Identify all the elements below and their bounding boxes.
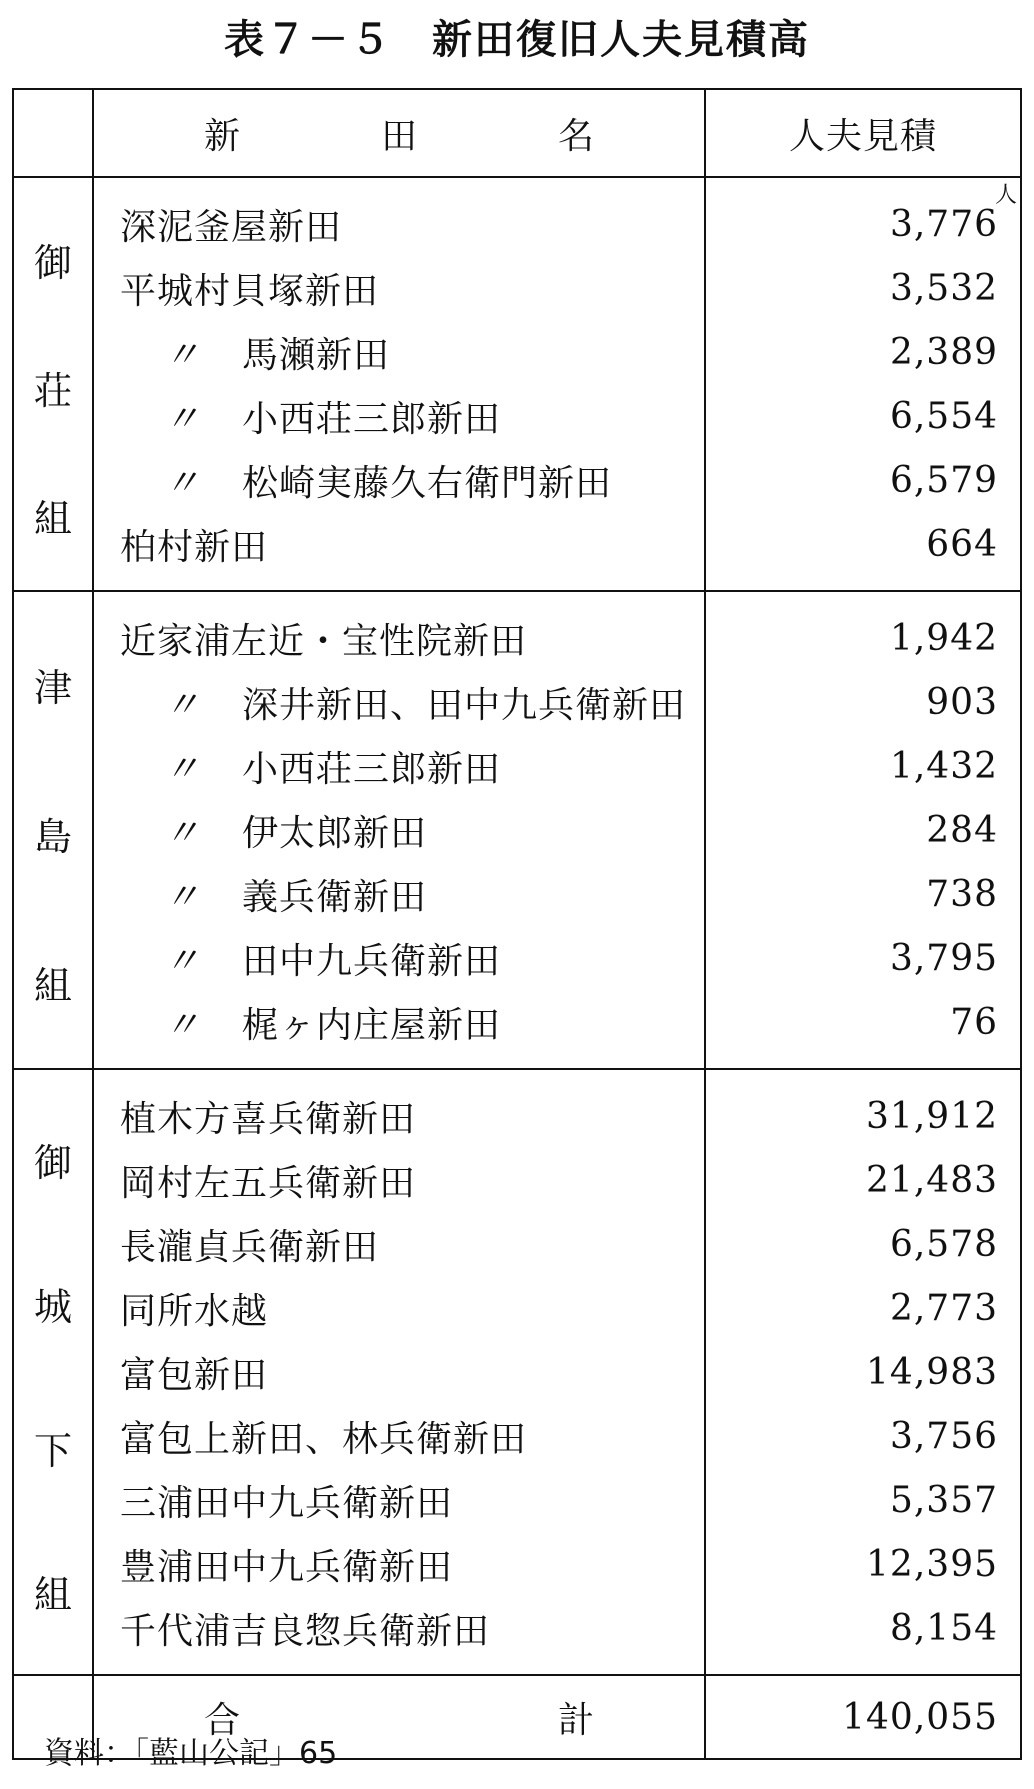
table-row (13, 670, 1021, 734)
labor-estimate-cell (705, 926, 1021, 990)
labor-estimate-value: 1,432 (889, 745, 998, 787)
table-row (13, 256, 1021, 320)
paddy-name-cell (93, 1340, 705, 1404)
paddy-name-cell (93, 734, 705, 798)
paddy-name: 富包新田 (120, 1354, 269, 1396)
table-row (13, 1212, 1021, 1276)
paddy-name: 近家浦左近・宝性院新田 (120, 620, 528, 662)
group-label-char: 組 (33, 964, 72, 1009)
table-row (13, 1404, 1021, 1468)
labor-estimate-cell (705, 670, 1021, 734)
paddy-name-cell (93, 1148, 705, 1212)
ditto-mark: 〃 (163, 462, 201, 504)
group-label-char: 御 (33, 1141, 72, 1185)
table-row (13, 1148, 1021, 1212)
table-title (0, 8, 1034, 65)
labor-estimate-cell (705, 990, 1021, 1069)
group-label-char: 島 (33, 814, 72, 859)
header-name-char: 新 (204, 115, 241, 157)
header-name-char: 田 (380, 115, 417, 157)
labor-estimate-cell (705, 512, 1021, 591)
labor-estimate-cell (705, 1212, 1021, 1276)
paddy-name: 柏村新田 (120, 526, 269, 568)
labor-estimate-cell (705, 1276, 1021, 1340)
labor-estimate-value: 31,912 (866, 1095, 998, 1137)
paddy-name-cell (93, 926, 705, 990)
source-note: 資料：「藍山公記」65 (44, 1736, 338, 1771)
labor-estimate-value: 5,357 (889, 1479, 998, 1521)
labor-estimate-value: 284 (926, 809, 998, 851)
table-row (13, 512, 1021, 591)
table-row (13, 1532, 1021, 1596)
ditto-mark: 〃 (163, 684, 201, 726)
labor-estimate-cell (705, 1148, 1021, 1212)
labor-estimate-value: 2,773 (889, 1287, 998, 1329)
ditto-mark: 〃 (163, 398, 201, 440)
ditto-mark: 〃 (163, 334, 201, 376)
labor-estimate-cell (705, 1468, 1021, 1532)
labor-estimate-cell (705, 591, 1021, 670)
paddy-name: 伊太郎新田 (242, 812, 428, 854)
table-caption: 新田復旧人夫見積高 (432, 17, 810, 63)
paddy-name: 同所水越 (120, 1290, 269, 1332)
labor-estimate-value: 8,154 (889, 1607, 998, 1649)
header-row (13, 89, 1021, 177)
paddy-name-cell (93, 1212, 705, 1276)
labor-estimate-value: 6,578 (889, 1223, 998, 1265)
ditto-mark: 〃 (163, 940, 201, 982)
total-label-char: 計 (557, 1699, 594, 1741)
labor-estimate-value: 6,579 (889, 459, 998, 501)
paddy-name: 深泥釜屋新田 (120, 206, 343, 248)
paddy-name-cell (93, 1596, 705, 1675)
paddy-name-cell (93, 320, 705, 384)
labor-estimate-value: 14,983 (866, 1351, 998, 1393)
paddy-name: 深井新田、田中九兵衛新田 (242, 684, 687, 726)
group-label-char: 御 (33, 241, 72, 285)
labor-estimate-value: 21,483 (866, 1159, 998, 1201)
paddy-name: 小西荘三郎新田 (242, 748, 502, 790)
paddy-name: 富包上新田、林兵衛新田 (120, 1418, 528, 1460)
labor-estimate-cell (705, 734, 1021, 798)
paddy-name: 三浦田中九兵衛新田 (120, 1482, 454, 1524)
labor-estimate-cell (705, 384, 1021, 448)
table-row (13, 1596, 1021, 1675)
paddy-name: 松崎実藤久右衛門新田 (242, 462, 613, 504)
labor-estimate-cell (705, 256, 1021, 320)
paddy-name-cell (93, 990, 705, 1069)
paddy-name-cell (93, 1069, 705, 1148)
labor-estimate-cell (705, 1404, 1021, 1468)
labor-estimate-cell (705, 862, 1021, 926)
paddy-name: 田中九兵衛新田 (242, 940, 502, 982)
group-label-char: 組 (33, 1573, 72, 1617)
labor-estimate-cell (705, 320, 1021, 384)
total-label-char: 合 (204, 1699, 241, 1741)
table-row (13, 320, 1021, 384)
table-number: 表７－５ (224, 17, 392, 63)
table-row (13, 862, 1021, 926)
group-label-cell (13, 177, 93, 591)
labor-estimate-cell (705, 798, 1021, 862)
paddy-name-cell (93, 1276, 705, 1340)
labor-estimate-value: 6,554 (889, 395, 998, 437)
table-row (13, 734, 1021, 798)
labor-estimate-value: 2,389 (889, 331, 998, 373)
paddy-name-cell (93, 1404, 705, 1468)
paddy-name-cell (93, 670, 705, 734)
labor-estimate-value: 3,795 (889, 937, 998, 979)
ditto-mark: 〃 (163, 812, 201, 854)
table-row (13, 448, 1021, 512)
paddy-name-cell (93, 862, 705, 926)
paddy-name-cell (93, 512, 705, 591)
labor-estimate-cell (705, 1069, 1021, 1148)
table-row (13, 591, 1021, 670)
table-row (13, 1069, 1021, 1148)
labor-estimate-value: 738 (926, 873, 998, 915)
ditto-mark: 〃 (163, 748, 201, 790)
table-row (13, 926, 1021, 990)
paddy-name: 豊浦田中九兵衛新田 (120, 1546, 454, 1588)
group-label-cell (13, 1069, 93, 1675)
paddy-name: 岡村左五兵衛新田 (120, 1162, 417, 1204)
paddy-name-cell (93, 1468, 705, 1532)
labor-estimate-cell (705, 448, 1021, 512)
group-label-char: 城 (33, 1285, 72, 1329)
paddy-name: 植木方喜兵衛新田 (120, 1098, 417, 1140)
paddy-name-cell (93, 384, 705, 448)
group-label-char: 荘 (33, 369, 72, 413)
table-row (13, 798, 1021, 862)
table-row (13, 990, 1021, 1069)
header-group-cell (13, 89, 93, 177)
paddy-name-cell (93, 798, 705, 862)
paddy-name-cell (93, 1532, 705, 1596)
labor-estimate-value: 12,395 (866, 1543, 998, 1585)
group-label-char: 下 (33, 1429, 72, 1473)
header-name-char: 名 (557, 115, 594, 157)
paddy-name: 小西荘三郎新田 (242, 398, 502, 440)
labor-estimate-cell (705, 1532, 1021, 1596)
labor-estimate-value: 1,942 (889, 617, 998, 659)
labor-estimate-value: 664 (926, 523, 998, 565)
unit-label: 人 (994, 183, 1018, 208)
table-row (13, 1276, 1021, 1340)
labor-estimate-value: 3,532 (889, 267, 998, 309)
header-value-cell: 人夫見積 (705, 89, 1021, 177)
paddy-name: 梶ヶ内庄屋新田 (242, 1004, 502, 1046)
paddy-name: 平城村貝塚新田 (120, 270, 380, 312)
group-label-char: 組 (33, 497, 72, 541)
paddy-name-cell (93, 591, 705, 670)
paddy-name: 義兵衛新田 (242, 876, 428, 918)
labor-estimate-value: 3,756 (889, 1415, 998, 1457)
ditto-mark: 〃 (163, 876, 201, 918)
labor-estimate-value: 903 (926, 681, 998, 723)
group-label-char: 津 (33, 665, 72, 710)
table-row (13, 1468, 1021, 1532)
labor-estimate-cell (705, 1340, 1021, 1404)
table-row (13, 1340, 1021, 1404)
table-row (13, 384, 1021, 448)
paddy-name: 千代浦吉良惣兵衛新田 (120, 1610, 491, 1652)
paddy-name-cell (93, 177, 705, 256)
paddy-name: 長瀧貞兵衛新田 (120, 1226, 380, 1268)
ditto-mark: 〃 (163, 1004, 201, 1046)
paddy-name-cell (93, 256, 705, 320)
labor-estimate-value: 3,776 (889, 203, 998, 245)
labor-estimate-cell (705, 177, 1021, 256)
paddy-name: 馬瀬新田 (242, 334, 391, 376)
estimate-table (12, 88, 1022, 1760)
labor-estimate-cell (705, 1596, 1021, 1675)
total-value: 140,055 (705, 1675, 1021, 1759)
header-name-cell (93, 89, 705, 177)
group-label-cell (13, 591, 93, 1069)
table-row (13, 177, 1021, 256)
labor-estimate-value: 76 (950, 1001, 998, 1043)
paddy-name-cell (93, 448, 705, 512)
